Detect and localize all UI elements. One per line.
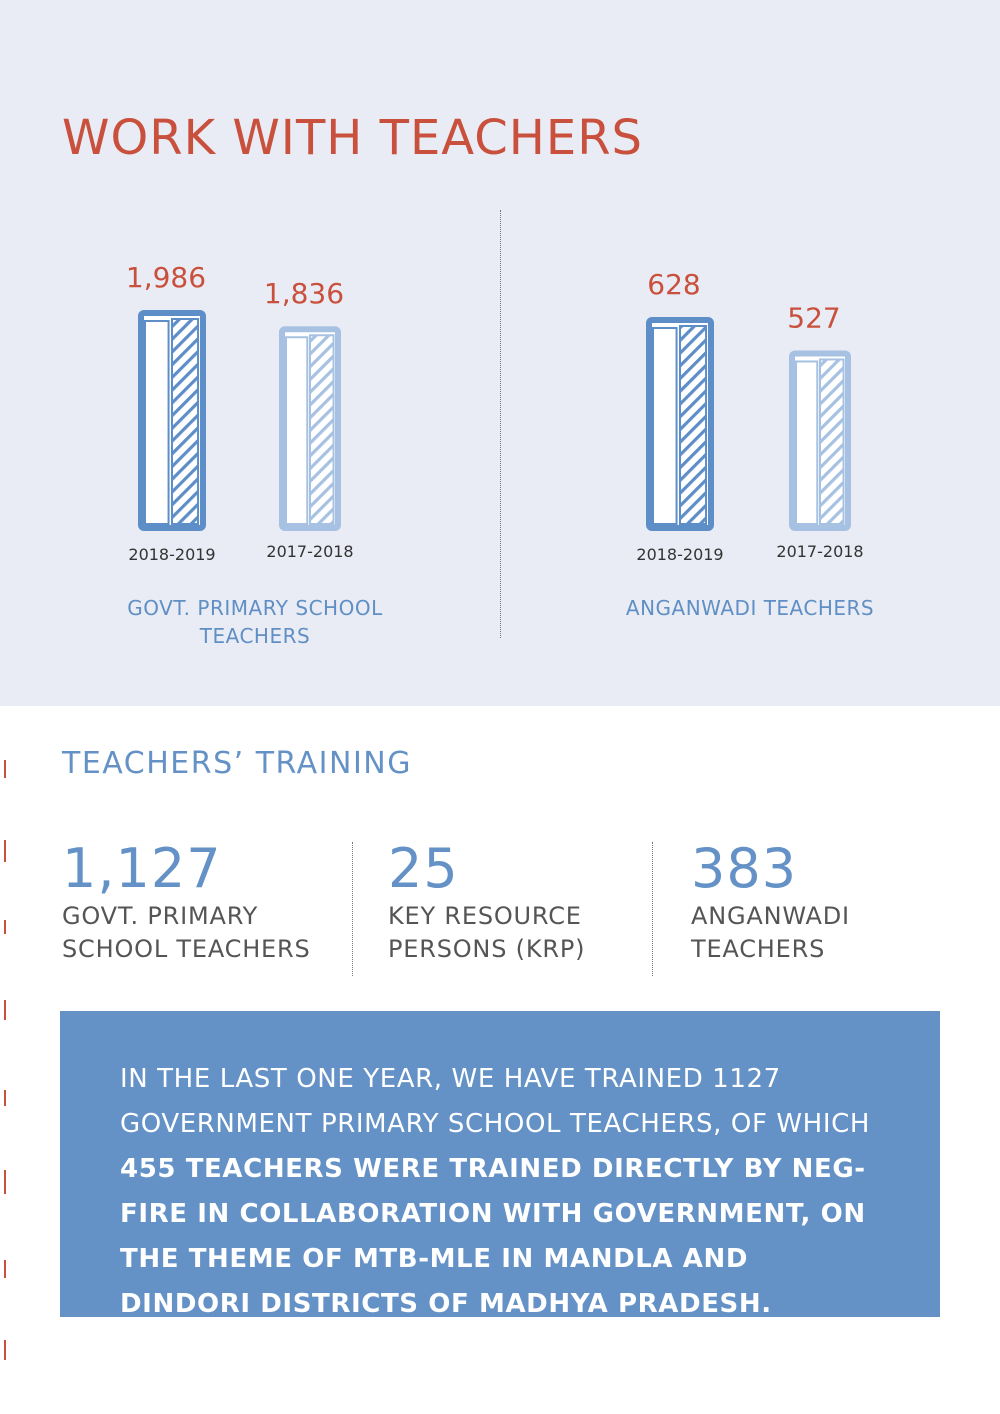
bar-2-2 bbox=[792, 353, 848, 528]
x-tick-label: 2017-2018 bbox=[266, 542, 354, 561]
stat-label-line1: KEY RESOURCE bbox=[388, 902, 582, 930]
stat-label-line2: TEACHERS bbox=[691, 935, 826, 963]
bar-value-label: 628 bbox=[647, 268, 701, 301]
page-title: WORK WITH TEACHERS bbox=[62, 110, 644, 166]
stat-label-line1: GOVT. PRIMARY bbox=[62, 902, 259, 930]
training-section-title: TEACHERS’ TRAINING bbox=[62, 746, 412, 781]
summary-text: IN THE LAST ONE YEAR, WE HAVE TRAINED 1127 GOVERNMENT PRIMARY SCHOOL TEACHERS, OF WHICH bbox=[120, 1064, 870, 1139]
bar-1-1 bbox=[141, 313, 203, 528]
stat-number: 25 bbox=[388, 837, 459, 900]
stat-divider-2 bbox=[652, 842, 653, 976]
summary-highlight: 455 TEACHERS WERE TRAINED DIRECTLY BY NEG-FIRE IN COLLABORATION WITH GOVERNMENT, ON THE THEME OF MTB-MLE IN MANDLA AND DINDORI DISTRICTS OF MADHYA PRADESH. bbox=[120, 1154, 866, 1319]
stat-divider-1 bbox=[352, 842, 353, 976]
stat-block-govt-primary bbox=[62, 838, 322, 966]
x-tick-label: 2018-2019 bbox=[636, 545, 724, 564]
stat-block-anganwadi bbox=[691, 838, 951, 966]
stat-number: 383 bbox=[691, 837, 798, 900]
stat-block-krp bbox=[388, 838, 648, 966]
x-tick-label: 2017-2018 bbox=[776, 542, 864, 561]
stat-label-line1: ANGANWADI bbox=[691, 902, 850, 930]
bar-value-label: 1,836 bbox=[263, 277, 345, 311]
x-tick-label: 2018-2019 bbox=[128, 545, 216, 564]
stat-label-line2: PERSONS (KRP) bbox=[388, 935, 586, 963]
bar-2-1 bbox=[649, 320, 711, 528]
stat-number: 1,127 bbox=[62, 837, 222, 900]
bar-1-2 bbox=[282, 329, 338, 528]
stat-label-line2: SCHOOL TEACHERS bbox=[62, 935, 311, 963]
bar-value-label: 1,986 bbox=[125, 261, 207, 294]
bar-value-label: 527 bbox=[787, 301, 841, 335]
chart-2-group-label: ANGANWADI TEACHERS bbox=[625, 596, 875, 620]
margin-decoration bbox=[4, 760, 8, 1400]
summary-box bbox=[60, 1011, 940, 1317]
chart-1-group-label: GOVT. PRIMARY SCHOOL TEACHERS bbox=[127, 596, 383, 648]
